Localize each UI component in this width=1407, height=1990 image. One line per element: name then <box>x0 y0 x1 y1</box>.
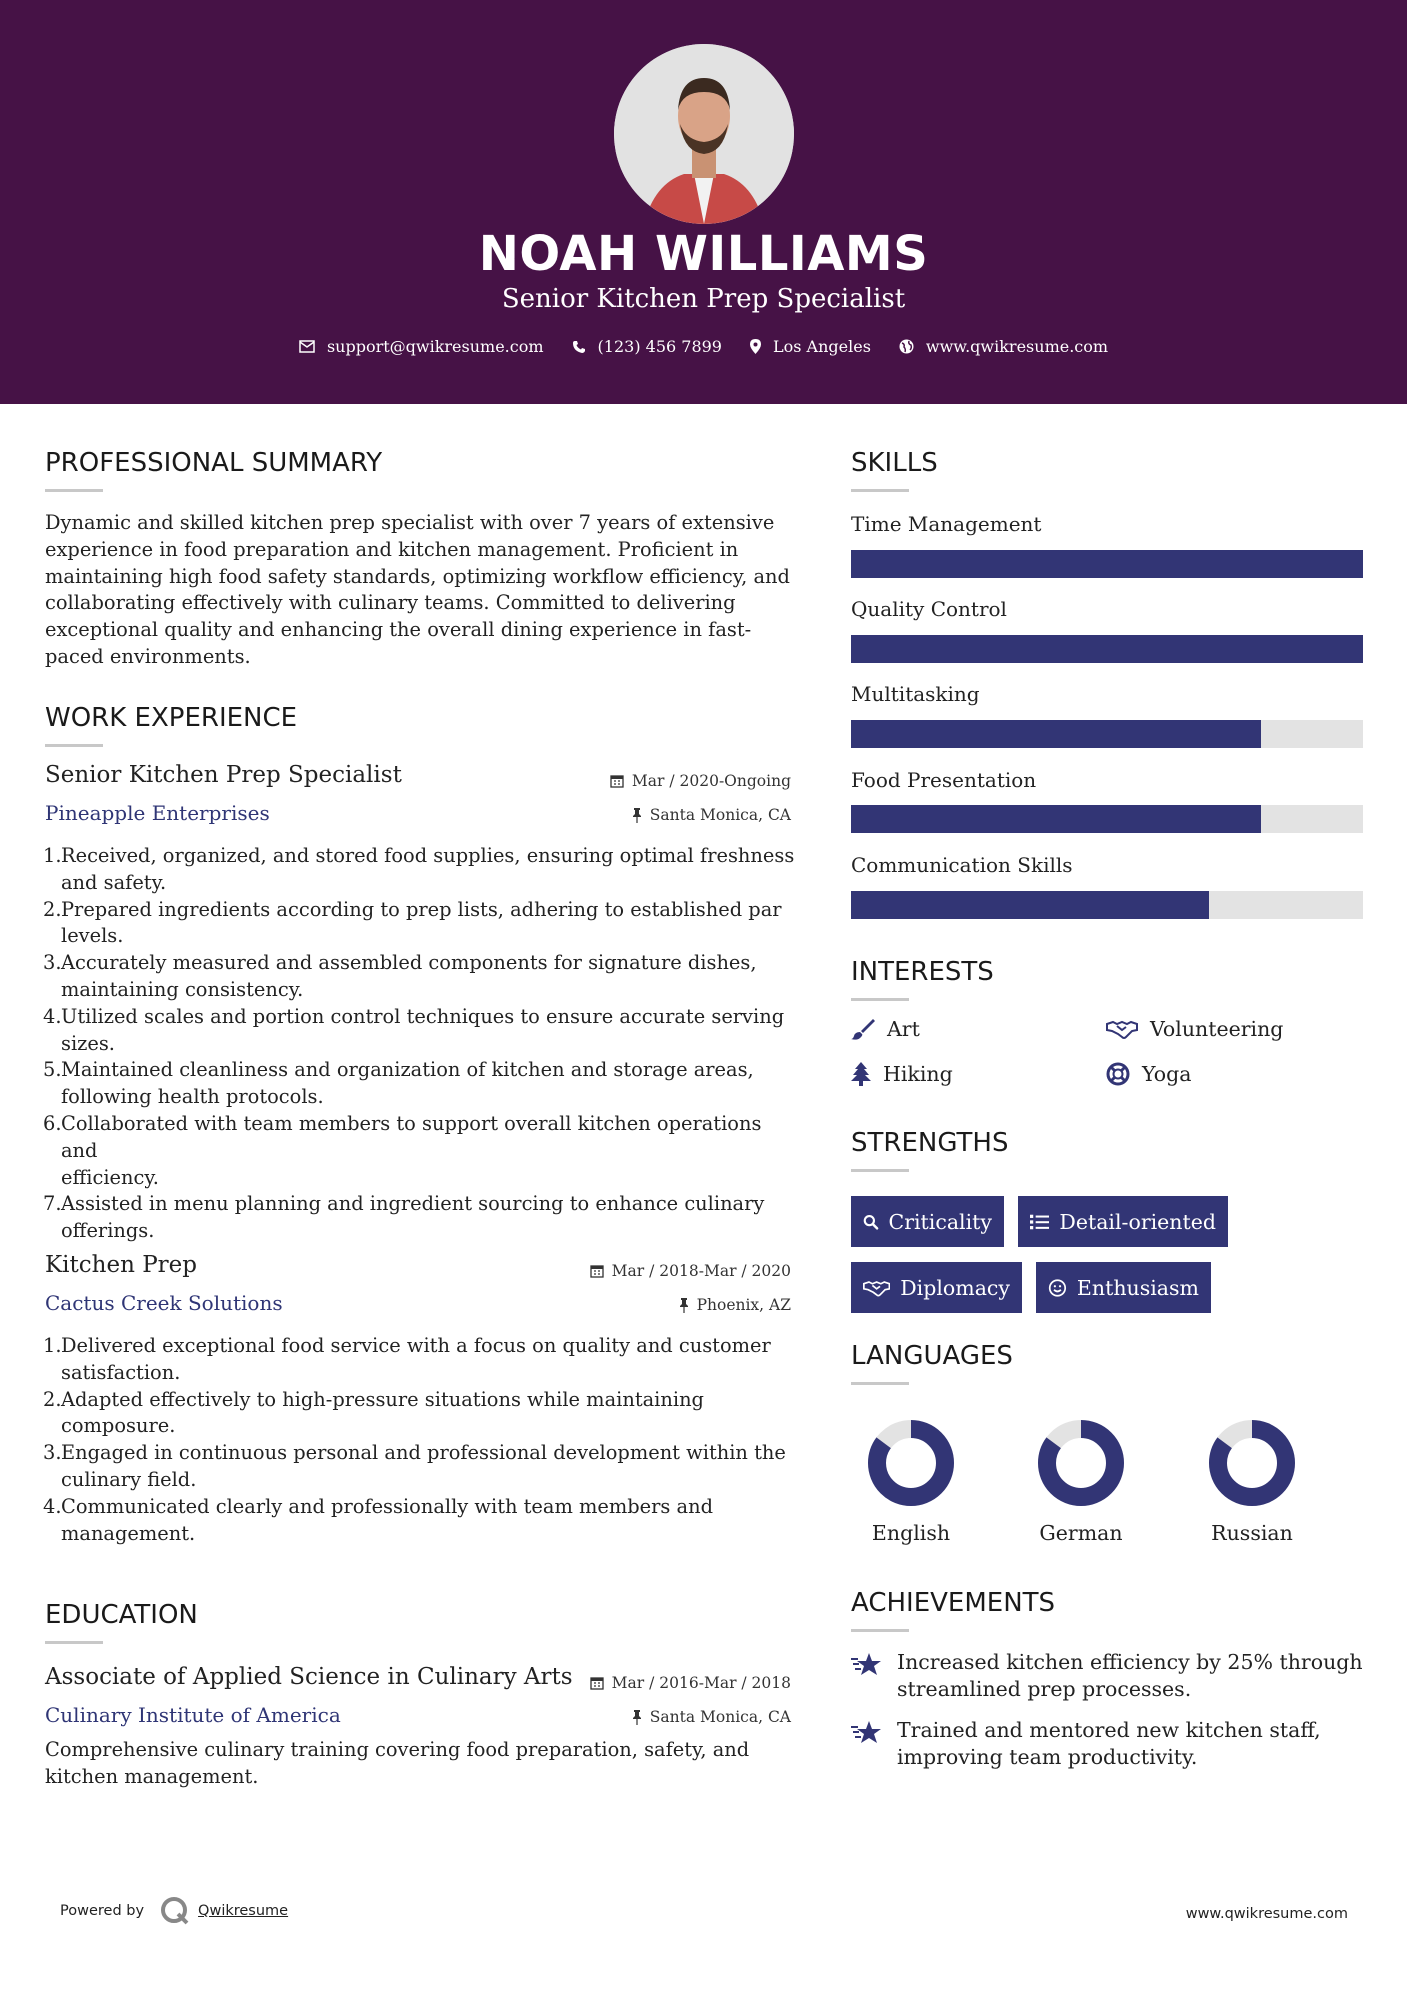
education-heading: EDUCATION <box>45 1600 198 1630</box>
summary-line: Dynamic and skilled kitchen prep specialist with over 7 years of extensive <box>45 511 775 534</box>
interest-hiking <box>851 1062 953 1086</box>
education-rule <box>45 1641 103 1644</box>
summary-line: experience in food preparation and kitchen management. Proficient in <box>45 537 739 561</box>
skill-label: Multitasking <box>851 682 980 706</box>
job-location-row <box>45 804 791 826</box>
job-header <box>45 1252 791 1292</box>
skill-bar <box>851 550 1363 578</box>
summary-line: exceptional quality and enhancing the overall dining experience in fast- <box>45 618 752 642</box>
interest-yoga <box>1106 1062 1191 1086</box>
language-label: Russian <box>1211 1521 1293 1545</box>
degree-title: Associate of Applied Science in Culinary Arts <box>45 1664 573 1690</box>
job-dates-text: Mar / 2018-Mar / 2020 <box>611 1262 791 1280</box>
achievement-item <box>851 1717 1321 1771</box>
interest-label: Volunteering <box>1150 1017 1284 1041</box>
contact-bar <box>0 337 1407 356</box>
skill-bar <box>851 891 1363 919</box>
contact-email[interactable] <box>299 337 544 356</box>
languages-rule <box>851 1382 909 1385</box>
education-location-row <box>45 1706 791 1728</box>
summary-rule <box>45 489 103 492</box>
phone-icon <box>572 340 586 354</box>
job-company: Pineapple Enterprises <box>45 801 270 825</box>
search-icon <box>863 1211 879 1233</box>
footer-website[interactable]: www.qwikresume.com <box>1185 1906 1348 1922</box>
strength-label: Criticality <box>888 1209 992 1234</box>
skill-bar <box>851 805 1363 833</box>
strength-chip <box>1018 1196 1228 1247</box>
tree-icon <box>851 1062 871 1086</box>
job-dates <box>610 772 791 790</box>
education-location-text: Santa Monica, CA <box>649 1708 791 1726</box>
skill-bar-fill <box>851 805 1261 833</box>
list-item: 4. Utilized scales and portion control techniques to ensure accurate serving sizes. <box>43 1004 785 1055</box>
list-item: 3. Engaged in continuous personal and professional development within the culinary field. <box>43 1441 786 1491</box>
list-item: 5. Maintained cleanliness and organization of kitchen and storage areas, following health protocols. <box>43 1058 754 1109</box>
skill-bar-fill <box>851 550 1363 578</box>
education-line: kitchen management. <box>45 1764 259 1788</box>
language-label: English <box>871 1521 951 1545</box>
summary-line: collaborating effectively with culinary teams. Committed to delivering <box>45 591 736 615</box>
job-duties <box>43 843 803 1245</box>
work-heading: WORK EXPERIENCE <box>45 703 298 733</box>
powered-by-label: Powered by <box>60 1903 145 1919</box>
skill-label: Communication Skills <box>851 853 1073 877</box>
list-item: 6. Collaborated with team members to support overall kitchen operations and efficiency. <box>43 1111 762 1189</box>
education-dates <box>590 1674 791 1692</box>
contact-website-text: www.qwikresume.com <box>925 337 1109 356</box>
strength-label: Enthusiasm <box>1076 1275 1199 1300</box>
interest-label: Yoga <box>1142 1062 1192 1086</box>
job-company: Cactus Creek Solutions <box>45 1291 283 1315</box>
paintbrush-icon <box>851 1018 875 1040</box>
education-dates-text: Mar / 2016-Mar / 2018 <box>611 1674 791 1692</box>
contact-email-text: support@qwikresume.com <box>326 337 544 356</box>
smile-icon <box>1048 1277 1067 1299</box>
list-item: 7. Assisted in menu planning and ingredient sourcing to enhance culinary offerings. <box>43 1192 765 1243</box>
language-donut <box>1037 1419 1125 1507</box>
contact-location-text: Los Angeles <box>772 337 871 356</box>
calendar-icon <box>610 774 624 788</box>
skill-label: Time Management <box>851 512 1042 536</box>
candidate-title: Senior Kitchen Prep Specialist <box>501 284 906 314</box>
interest-volunteering <box>1106 1017 1283 1041</box>
skill-label: Quality Control <box>851 597 1007 621</box>
pushpin-icon <box>632 808 642 823</box>
list-item: 4. Communicated clearly and professionally with team members and management. <box>43 1494 714 1545</box>
list-item: 3. Accurately measured and assembled components for signature dishes, maintaining consistency. <box>43 951 757 1001</box>
skill-bar <box>851 635 1363 663</box>
star-trophy-icon <box>851 1719 883 1745</box>
job-location <box>679 1296 791 1314</box>
school-name: Culinary Institute of America <box>45 1703 341 1727</box>
interest-label: Art <box>887 1017 920 1041</box>
strength-chip <box>1036 1262 1211 1313</box>
calendar-icon <box>590 1676 604 1690</box>
achievements-rule <box>851 1629 909 1632</box>
resume-header <box>0 0 1407 404</box>
job-dates <box>590 1262 791 1280</box>
skills-heading: SKILLS <box>851 448 938 478</box>
list-item: 2. Prepared ingredients according to prep lists, adhering to established par levels. <box>43 897 782 948</box>
strength-chip <box>851 1262 1022 1313</box>
job-location-text: Phoenix, AZ <box>696 1296 791 1314</box>
achievement-item <box>851 1649 1363 1703</box>
summary-line: paced environments. <box>45 644 251 668</box>
language-donut <box>1208 1419 1296 1507</box>
skill-label: Food Presentation <box>851 768 1037 792</box>
strength-label: Detail-oriented <box>1059 1209 1216 1234</box>
education-description <box>45 1737 795 1791</box>
languages-heading: LANGUAGES <box>851 1341 1013 1371</box>
strengths-heading: STRENGTHS <box>851 1128 1009 1158</box>
handshake-icon <box>1106 1019 1138 1039</box>
envelope-icon <box>299 340 315 353</box>
skill-bar-fill <box>851 891 1209 919</box>
footer-powered-by <box>60 1896 288 1926</box>
list-item: 2. Adapted effectively to high-pressure situations while maintaining composure. <box>43 1387 704 1438</box>
profile-photo <box>614 44 794 224</box>
job-duties <box>43 1333 803 1547</box>
education-line: Comprehensive culinary training covering food preparation, safety, and <box>45 1738 750 1761</box>
handshake-icon <box>863 1278 890 1298</box>
skill-bar <box>851 720 1363 748</box>
candidate-name: NOAH WILLIAMS <box>478 226 929 282</box>
skill-bar-fill <box>851 720 1261 748</box>
job-title: Senior Kitchen Prep Specialist <box>45 762 402 788</box>
list-icon <box>1030 1212 1049 1232</box>
pushpin-icon <box>632 1710 642 1725</box>
summary-line: maintaining high food safety standards, optimizing workflow efficiency, and <box>45 564 790 588</box>
calendar-icon <box>590 1264 604 1278</box>
globe-icon <box>899 339 914 354</box>
achievements-heading: ACHIEVEMENTS <box>851 1588 1056 1618</box>
qwikresume-link[interactable]: Qwikresume <box>198 1903 289 1919</box>
strength-chip <box>851 1196 1004 1247</box>
job-location-text: Santa Monica, CA <box>649 806 791 824</box>
work-rule <box>45 744 103 747</box>
language-donut <box>867 1419 955 1507</box>
job-title: Kitchen Prep <box>45 1252 198 1278</box>
education-header <box>45 1664 791 1704</box>
achievement-text: Trained and mentored new kitchen staff, improving team productivity. <box>897 1718 1321 1769</box>
job-dates-text: Mar / 2020-Ongoing <box>631 772 791 790</box>
language-label: German <box>1039 1521 1123 1545</box>
job-location <box>632 806 791 824</box>
contact-phone[interactable] <box>572 337 722 356</box>
list-item: 1. Received, organized, and stored food supplies, ensuring optimal freshness and safety. <box>43 844 795 894</box>
contact-location <box>750 337 871 356</box>
interest-art <box>851 1017 920 1041</box>
interest-label: Hiking <box>883 1062 953 1086</box>
strength-label: Diplomacy <box>900 1275 1010 1300</box>
skills-rule <box>851 489 909 492</box>
qwikresume-logo-icon <box>160 1896 190 1926</box>
contact-phone-text: (123) 456 7899 <box>597 337 722 356</box>
list-item: 1. Delivered exceptional food service with a focus on quality and customer satisfaction. <box>43 1334 771 1384</box>
contact-website[interactable] <box>899 337 1108 356</box>
summary-text <box>45 510 795 671</box>
lifebuoy-icon <box>1106 1062 1130 1086</box>
summary-heading: PROFESSIONAL SUMMARY <box>45 448 383 478</box>
map-pin-icon <box>750 339 761 354</box>
star-trophy-icon <box>851 1651 883 1677</box>
achievement-text: Increased kitchen efficiency by 25% through streamlined prep processes. <box>897 1650 1363 1701</box>
pushpin-icon <box>679 1298 689 1313</box>
strengths-rule <box>851 1169 909 1172</box>
interests-rule <box>851 998 909 1001</box>
job-location-row <box>45 1294 791 1316</box>
education-location <box>632 1708 791 1726</box>
skill-bar-fill <box>851 635 1363 663</box>
interests-heading: INTERESTS <box>851 957 994 987</box>
